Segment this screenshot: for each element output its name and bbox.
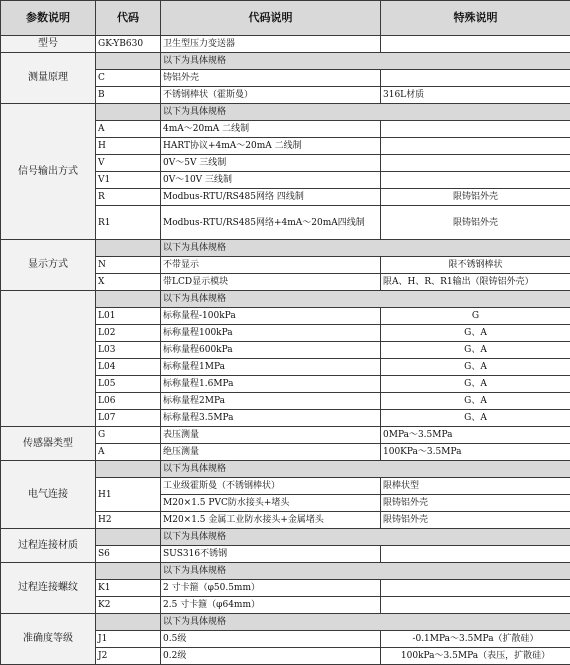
- param-measure: 测量原理: [1, 53, 96, 104]
- code-cell: A: [96, 444, 161, 461]
- note-cell: G、A: [381, 376, 570, 393]
- desc-cell: 带LCD显示模块: [161, 274, 381, 291]
- table-row: [1, 427, 570, 444]
- section-label: 以下为具体规格: [161, 563, 570, 580]
- desc-cell: 不锈钢棒状（霍斯曼）: [161, 87, 381, 104]
- note-cell: 100kPa～3.5MPa（表压，扩散硅）: [381, 648, 570, 665]
- code-cell: L01: [96, 308, 161, 325]
- code-cell: L03: [96, 342, 161, 359]
- section-row: [1, 563, 570, 580]
- header-desc: 代码说明: [161, 1, 381, 36]
- desc-cell: Modbus-RTU/RS485网络+4mA～20mA四线制: [161, 206, 381, 240]
- code-cell: L05: [96, 376, 161, 393]
- section-row: [1, 461, 570, 478]
- note-cell: G、A: [381, 342, 570, 359]
- code-cell: L04: [96, 359, 161, 376]
- desc-cell: 0.5级: [161, 631, 381, 648]
- code-cell: L07: [96, 410, 161, 427]
- code-cell: H1: [96, 478, 161, 512]
- code-cell: K2: [96, 597, 161, 614]
- code-cell: J1: [96, 631, 161, 648]
- desc-cell: Modbus-RTU/RS485网络 四线制: [161, 189, 381, 206]
- note-cell: 限铸铝外壳: [381, 206, 570, 240]
- code-cell: G: [96, 427, 161, 444]
- desc-cell: 0V～5V 三线制: [161, 155, 381, 172]
- desc-cell: 不带显示: [161, 257, 381, 274]
- desc-cell: 标称量程600kPa: [161, 342, 381, 359]
- desc-cell: 标称量程1.6MPa: [161, 376, 381, 393]
- note-cell: [381, 172, 570, 189]
- note-cell: 0MPa～3.5MPa: [381, 427, 570, 444]
- desc-cell: 工业级霍斯曼（不锈钢棒状）: [161, 478, 381, 495]
- section-row: [1, 104, 570, 121]
- section-row: [1, 240, 570, 257]
- param-electrical: 电气连接: [1, 461, 96, 529]
- note-cell: 限铸铝外壳: [381, 512, 570, 529]
- param-accuracy: 准确度等级: [1, 614, 96, 665]
- section-row: [1, 291, 570, 308]
- code-cell: K1: [96, 580, 161, 597]
- note-cell: [381, 138, 570, 155]
- note-cell: [381, 546, 570, 563]
- desc-cell: 0.2级: [161, 648, 381, 665]
- note-cell: [381, 597, 570, 614]
- note-cell: G、A: [381, 410, 570, 427]
- code-cell: N: [96, 257, 161, 274]
- section-label: 以下为具体规格: [161, 461, 570, 478]
- note-cell: 316L材质: [381, 87, 570, 104]
- code-cell: B: [96, 87, 161, 104]
- param-model: 型号: [1, 36, 96, 53]
- param-display: 显示方式: [1, 240, 96, 291]
- section-label: 以下为具体规格: [161, 529, 570, 546]
- param-sensor: 传感器类型: [1, 427, 96, 461]
- code-cell: V1: [96, 172, 161, 189]
- param-signal: 信号输出方式: [1, 104, 96, 240]
- param-material: 过程连接材质: [1, 529, 96, 563]
- header-row: [1, 1, 570, 36]
- desc-cell: 2 寸卡箍（φ50.5mm）: [161, 580, 381, 597]
- code-cell: H: [96, 138, 161, 155]
- section-label: 以下为具体规格: [161, 240, 570, 257]
- desc-cell: 标称量程1MPa: [161, 359, 381, 376]
- section-row: [1, 529, 570, 546]
- desc-cell: 绝压测量: [161, 444, 381, 461]
- note-cell: 限棒状型: [381, 478, 570, 495]
- desc-cell: 标称量程-100kPa: [161, 308, 381, 325]
- note-cell: [381, 580, 570, 597]
- desc-cell: 4mA～20mA 二线制: [161, 121, 381, 138]
- section-label: 以下为具体规格: [161, 291, 570, 308]
- note-cell: 限铸铝外壳: [381, 495, 570, 512]
- note-cell: [381, 121, 570, 138]
- code-cell: S6: [96, 546, 161, 563]
- table-row: [1, 36, 570, 53]
- desc-cell: SUS316不锈钢: [161, 546, 381, 563]
- note-cell: 限不锈钢棒状: [381, 257, 570, 274]
- note-cell: G、A: [381, 359, 570, 376]
- desc-cell: HART协议+4mA～20mA 二线制: [161, 138, 381, 155]
- note-cell: 限A、H、R、R1输出（限铸铝外壳）: [381, 274, 570, 291]
- code-cell: GK-YB630: [96, 36, 161, 53]
- code-cell: V: [96, 155, 161, 172]
- section-label: 以下为具体规格: [161, 614, 570, 631]
- desc-cell: 标称量程3.5MPa: [161, 410, 381, 427]
- desc-cell: M20×1.5 金属工业防水接头+金属堵头: [161, 512, 381, 529]
- desc-cell: 0V～10V 三线制: [161, 172, 381, 189]
- section-label: 以下为具体规格: [161, 104, 570, 121]
- note-cell: -0.1MPa～3.5MPa（扩散硅）: [381, 631, 570, 648]
- note-cell: [381, 70, 570, 87]
- code-cell: L02: [96, 325, 161, 342]
- note-cell: G: [381, 308, 570, 325]
- desc-cell: M20×1.5 PVC防水接头+堵头: [161, 495, 381, 512]
- code-cell: J2: [96, 648, 161, 665]
- code-cell: H2: [96, 512, 161, 529]
- desc-cell: 铸铝外壳: [161, 70, 381, 87]
- section-row: [1, 614, 570, 631]
- code-cell: R: [96, 189, 161, 206]
- note-cell: 限铸铝外壳: [381, 189, 570, 206]
- note-cell: G、A: [381, 393, 570, 410]
- desc-cell: 标称量程100kPa: [161, 325, 381, 342]
- note-cell: [381, 155, 570, 172]
- header-note: 特殊说明: [381, 1, 570, 36]
- code-cell: R1: [96, 206, 161, 240]
- code-cell: X: [96, 274, 161, 291]
- code-cell: L06: [96, 393, 161, 410]
- section-label: 以下为具体规格: [161, 53, 570, 70]
- desc-cell: 2.5 寸卡箍（φ64mm）: [161, 597, 381, 614]
- note-cell: G、A: [381, 325, 570, 342]
- desc-cell: 卫生型压力变送器: [161, 36, 381, 53]
- code-cell: C: [96, 70, 161, 87]
- section-row: [1, 53, 570, 70]
- header-param: 参数说明: [1, 1, 96, 36]
- note-cell: [381, 36, 570, 53]
- param-range: [1, 291, 96, 427]
- param-thread: 过程连接螺纹: [1, 563, 96, 614]
- header-code: 代码: [96, 1, 161, 36]
- desc-cell: 标称量程2MPa: [161, 393, 381, 410]
- note-cell: 100KPa～3.5MPa: [381, 444, 570, 461]
- code-cell: A: [96, 121, 161, 138]
- desc-cell: 表压测量: [161, 427, 381, 444]
